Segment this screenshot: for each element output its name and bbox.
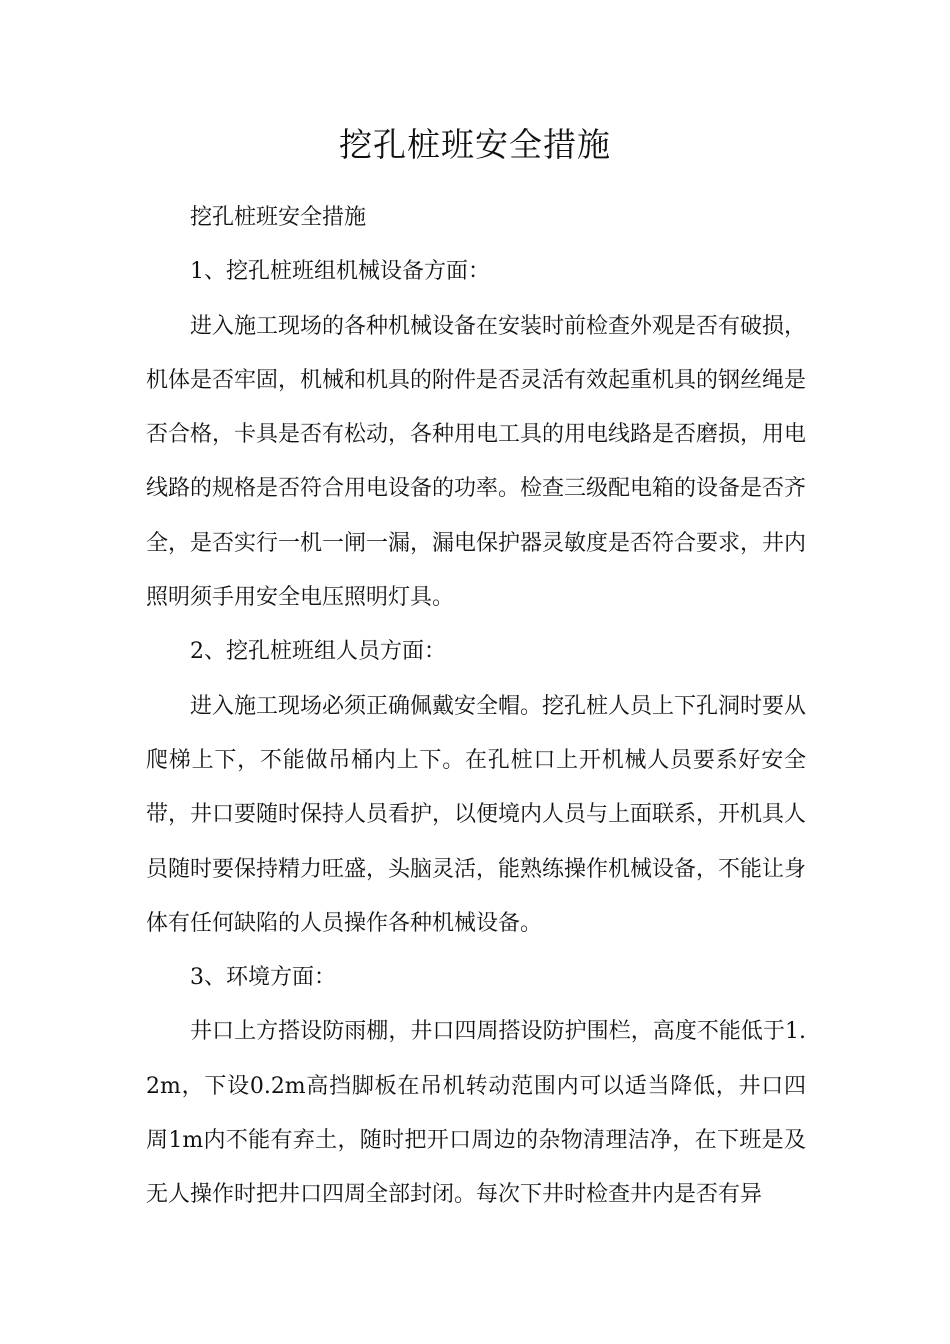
- paragraph-environment: 井口上方搭设防雨棚，井口四周搭设防护围栏，高度不能低于1.2m，下设0.2m高挡脚板在吊机转动范围内可以适当降低，井口四周1m内不能有弃土，随时把开口周边的杂物清理洁净，在下班是及无人操作时把井口四周全部封闭。每次下井时检查井内是否有异: [146, 1019, 806, 1208]
- document-body: [146, 191, 806, 1223]
- paragraph-equipment: 进入施工现场的各种机械设备在安装时前检查外观是否有破损，机体是否牢固，机械和机具的附件是否灵活有效起重机具的钢丝绳是否合格，卡具是否有松动，各种用电工具的用电线路是否磨损，用电线路的规格是否符合用电设备的功率。检查三级配电箱的设备是否齐全，是否实行一机一闸一漏，漏电保护器灵敏度是否符合要求，井内照明须手用安全电压照明灯具。: [146, 313, 807, 611]
- paragraph-heading: 挖孔桩班安全措施: [190, 205, 367, 230]
- section-heading-3: 3、环境方面：: [190, 965, 336, 991]
- section-heading-2: 2、挖孔桩班组人员方面：: [190, 639, 446, 665]
- section-heading-1: 1、挖孔桩班组机械设备方面：: [190, 259, 490, 285]
- document-title: 挖孔桩班安全措施: [339, 125, 611, 164]
- paragraph-personnel: 进入施工现场必须正确佩戴安全帽。挖孔桩人员上下孔洞时要从爬梯上下，不能做吊桶内上下。在孔桩口上开机械人员要系好安全带，井口要随时保持人员看护，以便境内人员与上面联系，开机具人员随时要保持精力旺盛，头脑灵活，能熟练操作机械设备，不能让身体有任何缺陷的人员操作各种机械设备。: [146, 693, 807, 936]
